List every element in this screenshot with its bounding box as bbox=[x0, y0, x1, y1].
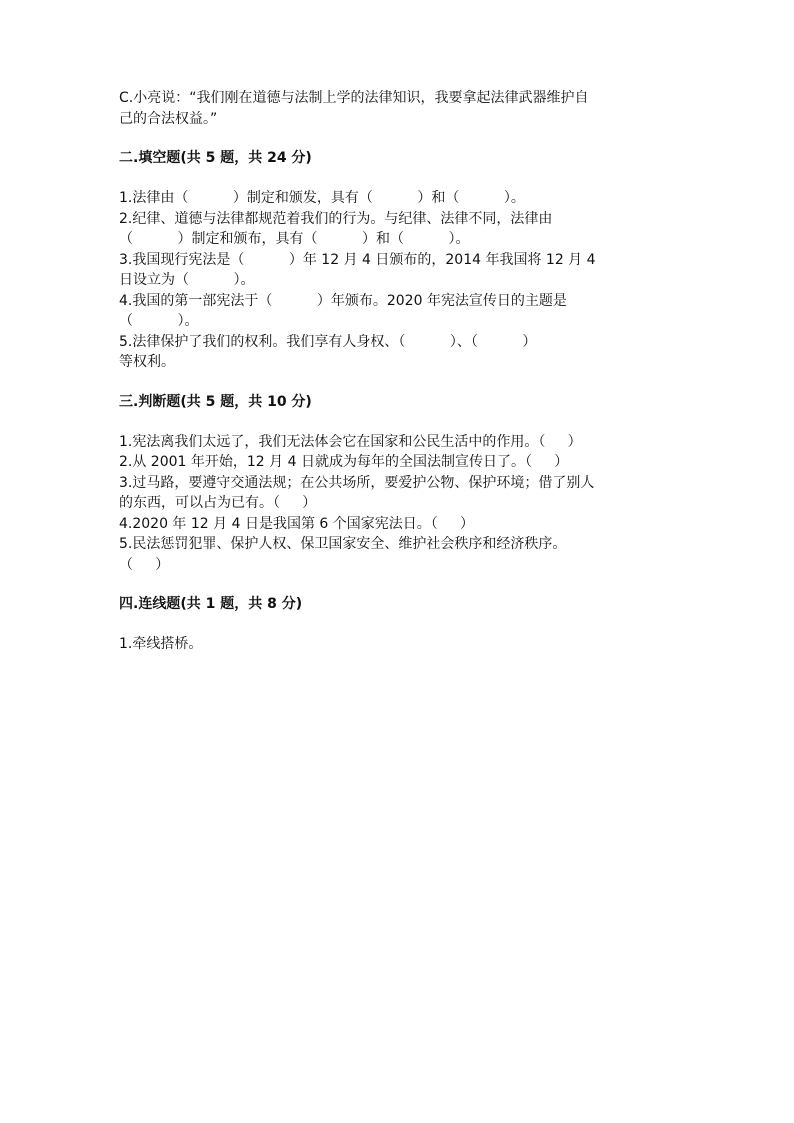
exam-page bbox=[119, 88, 679, 655]
tf-q5-line-1: 5.民法惩罚犯罪、保护人权、保卫国家安全、维护社会秩序和经济秩序。 bbox=[119, 536, 567, 552]
fill-q5-line-2: 等权利。 bbox=[119, 354, 175, 370]
fill-q5-line-1: 5.法律保护了我们的权利。我们享有人身权、（ ）、（ ） bbox=[119, 333, 537, 350]
fill-q1: 1.法律由（ ）制定和颁发，具有（ ）和（ ）。 bbox=[119, 190, 525, 206]
fill-q2-line-2: （ ）制定和颁布，具有（ ）和（ ）。 bbox=[119, 231, 470, 247]
fill-q3-line-1: 3.我国现行宪法是（ ）年 12 月 4 日颁布的，2014 年我国将 12 月 4 bbox=[119, 251, 596, 268]
section-matching-title: 四.连线题(共 1 题，共 8 分) bbox=[119, 596, 303, 612]
tf-q2: 2.从 2001 年开始，12 月 4 日就成为每年的全国法制宣传日了。（ ） bbox=[119, 454, 569, 470]
fill-q2-line-1: 2.纪律、道德与法律都规范着我们的行为。与纪律、法律不同，法律由 bbox=[119, 210, 553, 227]
tf-q5-line-2: （ ） bbox=[119, 556, 170, 573]
fill-q3-line-2: 日设立为（ ）。 bbox=[119, 272, 255, 288]
option-c-line-1: C.小亮说：“我们刚在道德与法制上学的法律知识，我要拿起法律武器维护自 bbox=[119, 90, 589, 106]
tf-q1: 1.宪法离我们太远了，我们无法体会它在国家和公民生活中的作用。（ ） bbox=[119, 433, 582, 450]
tf-q3-line-2: 的东西，可以占为已有。（ ） bbox=[119, 495, 317, 511]
fill-q4-line-2: （ ）。 bbox=[119, 313, 199, 329]
matching-q1: 1.牵线搭桥。 bbox=[119, 636, 203, 652]
section-true-false-title: 三.判断题(共 5 题，共 10 分) bbox=[119, 393, 312, 410]
tf-q3-line-1: 3.过马路，要遵守交通法规；在公共场所，要爱护公物、保护环境；借了别人 bbox=[119, 474, 595, 491]
option-c-line-2: 己的合法权益。” bbox=[119, 110, 218, 127]
section-fill-blank-title: 二.填空题(共 5 题，共 24 分) bbox=[119, 150, 312, 166]
tf-q4: 4.2020 年 12 月 4 日是我国第 6 个国家宪法日。（ ） bbox=[119, 515, 475, 532]
fill-q4-line-1: 4.我国的第一部宪法于（ ）年颁布。2020 年宪法宣传日的主题是 bbox=[119, 292, 567, 309]
